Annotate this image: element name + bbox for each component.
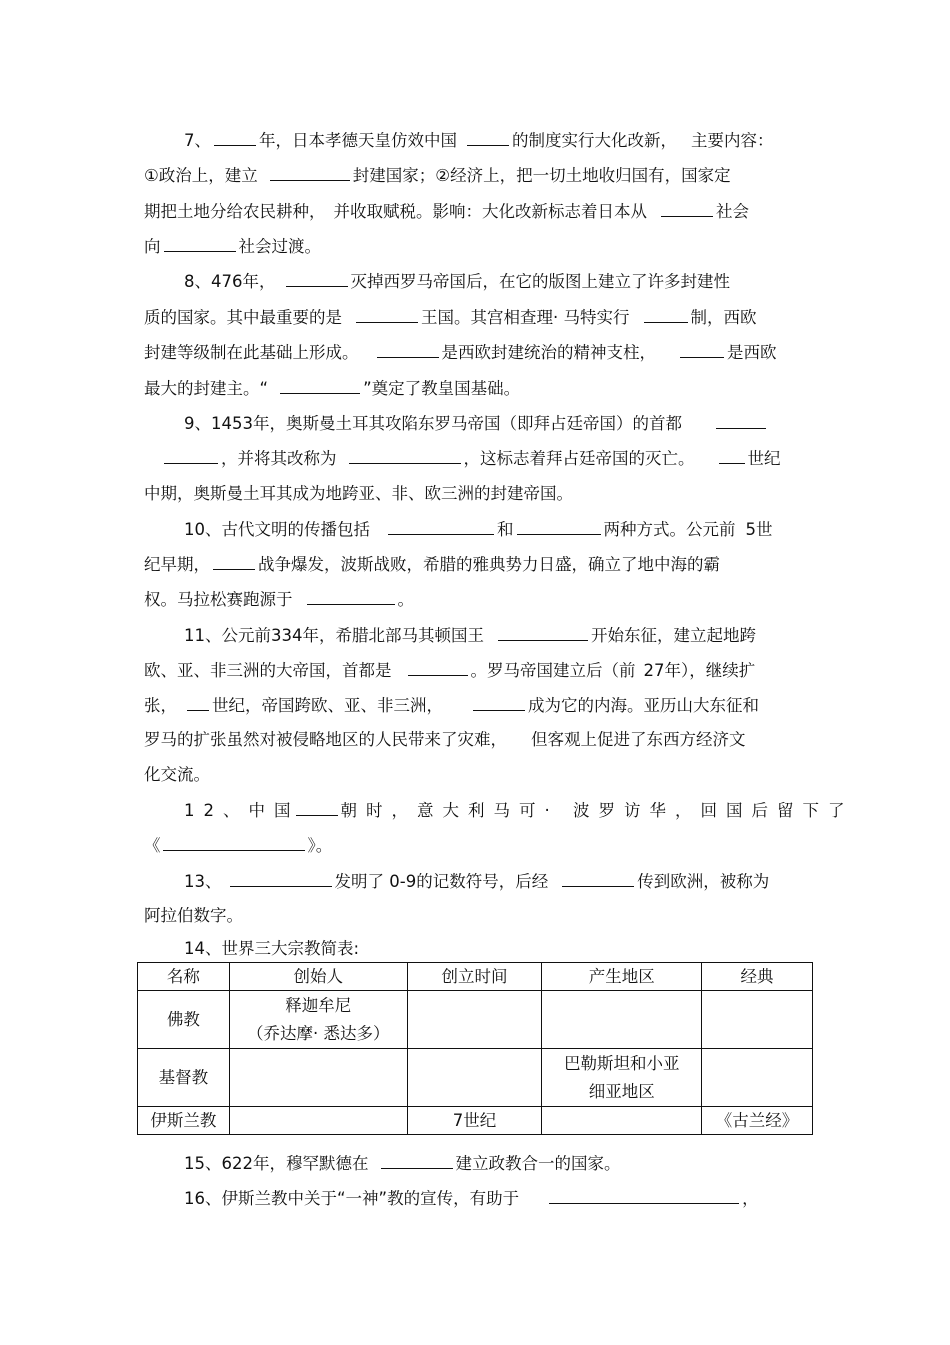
q15-blank-place[interactable] bbox=[381, 1152, 453, 1169]
q13-blank-via[interactable] bbox=[562, 870, 634, 887]
q12-text: 《 bbox=[144, 836, 161, 855]
q8-blank-tribe[interactable] bbox=[286, 270, 348, 287]
q14-title bbox=[184, 938, 359, 960]
q12-line-2 bbox=[144, 834, 332, 857]
q11-text: 世纪，帝国跨欧、亚、非三洲， bbox=[212, 696, 443, 715]
q9-line-1 bbox=[184, 412, 769, 435]
table-cell: 《古兰经》 bbox=[702, 1107, 813, 1135]
q9-blank-century[interactable] bbox=[719, 447, 745, 464]
table-cell-empty[interactable] bbox=[229, 1107, 407, 1135]
q12-text: 》。 bbox=[307, 836, 333, 855]
q13-text: 传到欧洲，被称为 bbox=[637, 872, 770, 891]
q9-text: ，并将其改称为 bbox=[221, 449, 337, 468]
q13-line-2 bbox=[144, 905, 243, 927]
q8-blank-landlord[interactable] bbox=[680, 341, 724, 358]
q11-text: 但客观上促进了东西方经济文 bbox=[531, 730, 746, 749]
q8-text: 是西欧 bbox=[727, 343, 777, 362]
q7-line-1 bbox=[184, 129, 774, 152]
table-cell-empty[interactable] bbox=[702, 991, 813, 1049]
q15-text: 建立政教合一的国家。 bbox=[455, 1154, 621, 1173]
q8-line-3 bbox=[144, 341, 777, 364]
q7-text: 年，日本孝德天皇仿效中国 bbox=[259, 131, 457, 150]
q8-text: 质的国家。其中最重要的是 bbox=[144, 308, 342, 327]
q9-text: 9、1453年，奥斯曼土耳其攻陷东罗马帝国（即拜占廷帝国）的首都 bbox=[184, 414, 682, 433]
q11-text: 张， bbox=[144, 696, 177, 715]
q10-blank-marathon[interactable] bbox=[307, 588, 395, 605]
q8-text: 王国。其宫相查理· 马特实行 bbox=[421, 308, 630, 327]
q11-text: 开始东征，建立起地跨 bbox=[591, 626, 756, 645]
q11-text: 欧、亚、非三洲的大帝国，首都是 bbox=[144, 661, 392, 680]
q7-blank-year[interactable] bbox=[214, 129, 256, 146]
table-cell bbox=[542, 1049, 702, 1107]
q8-blank-system[interactable] bbox=[644, 306, 688, 323]
q8-text: 是西欧封建统治的精神支柱， bbox=[441, 343, 656, 362]
table-cell-empty[interactable] bbox=[407, 991, 542, 1049]
q8-line-4 bbox=[144, 377, 520, 400]
table-cell: 佛教 bbox=[138, 991, 230, 1049]
q11-text: 11、公元前334年，希腊北部马其顿国王 bbox=[184, 626, 484, 645]
q16-blank-effect[interactable] bbox=[549, 1187, 739, 1204]
q9-blank-new-name[interactable] bbox=[349, 447, 461, 464]
table-header-row bbox=[138, 963, 813, 991]
q11-blank-capital[interactable] bbox=[408, 659, 468, 676]
q7-text: 向 bbox=[144, 237, 161, 256]
q10-text: 。 bbox=[397, 590, 414, 609]
q16-text: ， bbox=[742, 1189, 759, 1208]
table-row bbox=[138, 1049, 813, 1107]
q12-text: 12、中国 bbox=[184, 801, 300, 820]
table-header: 创立时间 bbox=[407, 963, 542, 991]
q8-line-2 bbox=[144, 306, 757, 329]
q7-text: 社会 bbox=[716, 202, 749, 221]
q10-text: 权。马拉松赛跑源于 bbox=[144, 590, 293, 609]
q15-line-1 bbox=[184, 1152, 621, 1175]
q7-text: 的制度实行大化改新， bbox=[512, 131, 677, 150]
q10-blank-way-2[interactable] bbox=[517, 518, 601, 535]
table-cell bbox=[229, 991, 407, 1049]
religion-table bbox=[137, 962, 813, 1135]
table-row bbox=[138, 1107, 813, 1135]
table-header: 创始人 bbox=[229, 963, 407, 991]
q10-line-2 bbox=[144, 553, 720, 576]
q13-text: 发明了 0-9的记数符号，后经 bbox=[334, 872, 549, 891]
q10-blank-war[interactable] bbox=[213, 553, 255, 570]
table-cell: 基督教 bbox=[138, 1049, 230, 1107]
q11-line-5 bbox=[144, 764, 210, 786]
q11-blank-sea[interactable] bbox=[473, 694, 525, 711]
q9-line-3 bbox=[144, 483, 573, 505]
q11-line-3 bbox=[144, 694, 759, 717]
q10-text: 战争爆发，波斯战败，希腊的雅典势力日盛，确立了地中海的霸 bbox=[258, 555, 720, 574]
q10-text: 纪早期， bbox=[144, 555, 210, 574]
q8-line-1 bbox=[184, 270, 730, 293]
q15-text: 15、622年，穆罕默德在 bbox=[184, 1154, 369, 1173]
q11-text: 。罗马帝国建立后（前 bbox=[470, 661, 636, 680]
table-cell: 伊斯兰教 bbox=[138, 1107, 230, 1135]
cell-line: （乔达摩· 悉达多） bbox=[246, 1023, 390, 1043]
cell-line: 释迦牟尼 bbox=[285, 995, 352, 1015]
q11-blank-king[interactable] bbox=[498, 624, 588, 641]
q7-text: 封建国家；②经济上，把一切土地收归国有，国家定 bbox=[352, 166, 731, 185]
q9-blank-capital-b[interactable] bbox=[164, 447, 218, 464]
q7-text: 主要内容： bbox=[691, 131, 774, 150]
q7-line-3 bbox=[144, 200, 749, 223]
q10-text: 5世 bbox=[745, 520, 773, 539]
q9-blank-capital-a[interactable] bbox=[716, 412, 766, 429]
q11-text: 27年），继续扩 bbox=[643, 661, 756, 680]
q7-text: 并收取赋税。影响：大化改新标志着日本从 bbox=[333, 202, 647, 221]
table-cell: 7世纪 bbox=[407, 1107, 542, 1135]
q8-text: 封建等级制在此基础上形成。 bbox=[144, 343, 359, 362]
cell-line: 细亚地区 bbox=[588, 1081, 655, 1101]
q10-text: 10、古代文明的传播包括 bbox=[184, 520, 370, 539]
q14-text: 14、世界三大宗教简表: bbox=[184, 939, 360, 958]
q10-text: 和 bbox=[497, 520, 514, 539]
q11-text: 罗马的扩张虽然对被侵略地区的人民带来了灾难， bbox=[144, 730, 507, 749]
table-header: 经典 bbox=[702, 963, 813, 991]
table-header: 产生地区 bbox=[542, 963, 702, 991]
q7-blank-society-to[interactable] bbox=[164, 235, 236, 252]
q7-line-4 bbox=[144, 235, 321, 258]
q9-text: 世纪 bbox=[747, 449, 781, 468]
q8-text: 灭掉西罗马帝国后，在它的版图上建立了许多封建性 bbox=[350, 272, 730, 291]
q16-line-1 bbox=[184, 1187, 759, 1210]
q8-text: ”奠定了教皇国基础。 bbox=[363, 379, 521, 398]
q16-text: 16、伊斯兰教中关于“一神”教的宣传，有助于 bbox=[184, 1189, 520, 1208]
q8-blank-pillar[interactable] bbox=[377, 341, 439, 358]
q11-line-4 bbox=[144, 729, 746, 751]
q13-text: 阿拉伯数字。 bbox=[144, 906, 243, 925]
q8-blank-kingdom[interactable] bbox=[356, 306, 418, 323]
q7-line-2 bbox=[144, 164, 731, 187]
q9-line-2 bbox=[144, 447, 781, 470]
q12-text: 朝时，意大利马可· 波罗访华，回国后留下了 bbox=[340, 801, 854, 820]
q12-blank-book[interactable] bbox=[163, 834, 305, 851]
q12-line-1 bbox=[184, 799, 854, 822]
q9-text: 中期，奥斯曼土耳其成为地跨亚、非、欧三洲的封建帝国。 bbox=[144, 484, 573, 503]
q10-text: 两种方式。公元前 bbox=[603, 520, 736, 539]
q13-text: 13、 bbox=[184, 872, 222, 891]
q10-line-1 bbox=[184, 518, 773, 541]
q11-line-2 bbox=[144, 659, 755, 682]
q13-line-1 bbox=[184, 870, 769, 893]
q10-line-3 bbox=[144, 588, 414, 611]
table-cell-empty[interactable] bbox=[542, 991, 702, 1049]
q7-blank-state[interactable] bbox=[270, 164, 350, 181]
q8-text: 最大的封建主。“ bbox=[144, 379, 269, 398]
q7-blank-society-from[interactable] bbox=[661, 200, 713, 217]
table-cell-empty[interactable] bbox=[407, 1049, 542, 1107]
q8-number: 8、476年， bbox=[184, 272, 276, 291]
q13-blank-inventor[interactable] bbox=[230, 870, 332, 887]
q7-text: 期把土地分给农民耕种， bbox=[144, 202, 326, 221]
table-header: 名称 bbox=[138, 963, 230, 991]
q11-blank-century[interactable] bbox=[187, 694, 209, 711]
q8-text: 制，西欧 bbox=[690, 308, 757, 327]
q10-blank-way-1[interactable] bbox=[388, 518, 494, 535]
q7-number: 7、 bbox=[184, 131, 211, 150]
q12-blank-dynasty[interactable] bbox=[296, 799, 338, 816]
q11-text: 成为它的内海。亚历山大东征和 bbox=[528, 696, 759, 715]
table-cell-empty[interactable] bbox=[229, 1049, 407, 1107]
q7-blank-dynasty[interactable] bbox=[467, 129, 509, 146]
table-row bbox=[138, 991, 813, 1049]
cell-line: 巴勒斯坦和小亚 bbox=[563, 1053, 680, 1073]
q7-text: ①政治上，建立 bbox=[144, 166, 258, 185]
q11-line-1 bbox=[184, 624, 756, 647]
table-cell-empty[interactable] bbox=[702, 1049, 813, 1107]
q8-blank-donation[interactable] bbox=[280, 377, 360, 394]
q7-text: 社会过渡。 bbox=[238, 237, 321, 256]
q9-text: ，这标志着拜占廷帝国的灭亡。 bbox=[463, 449, 695, 468]
table-cell-empty[interactable] bbox=[542, 1107, 702, 1135]
q11-text: 化交流。 bbox=[144, 765, 210, 784]
